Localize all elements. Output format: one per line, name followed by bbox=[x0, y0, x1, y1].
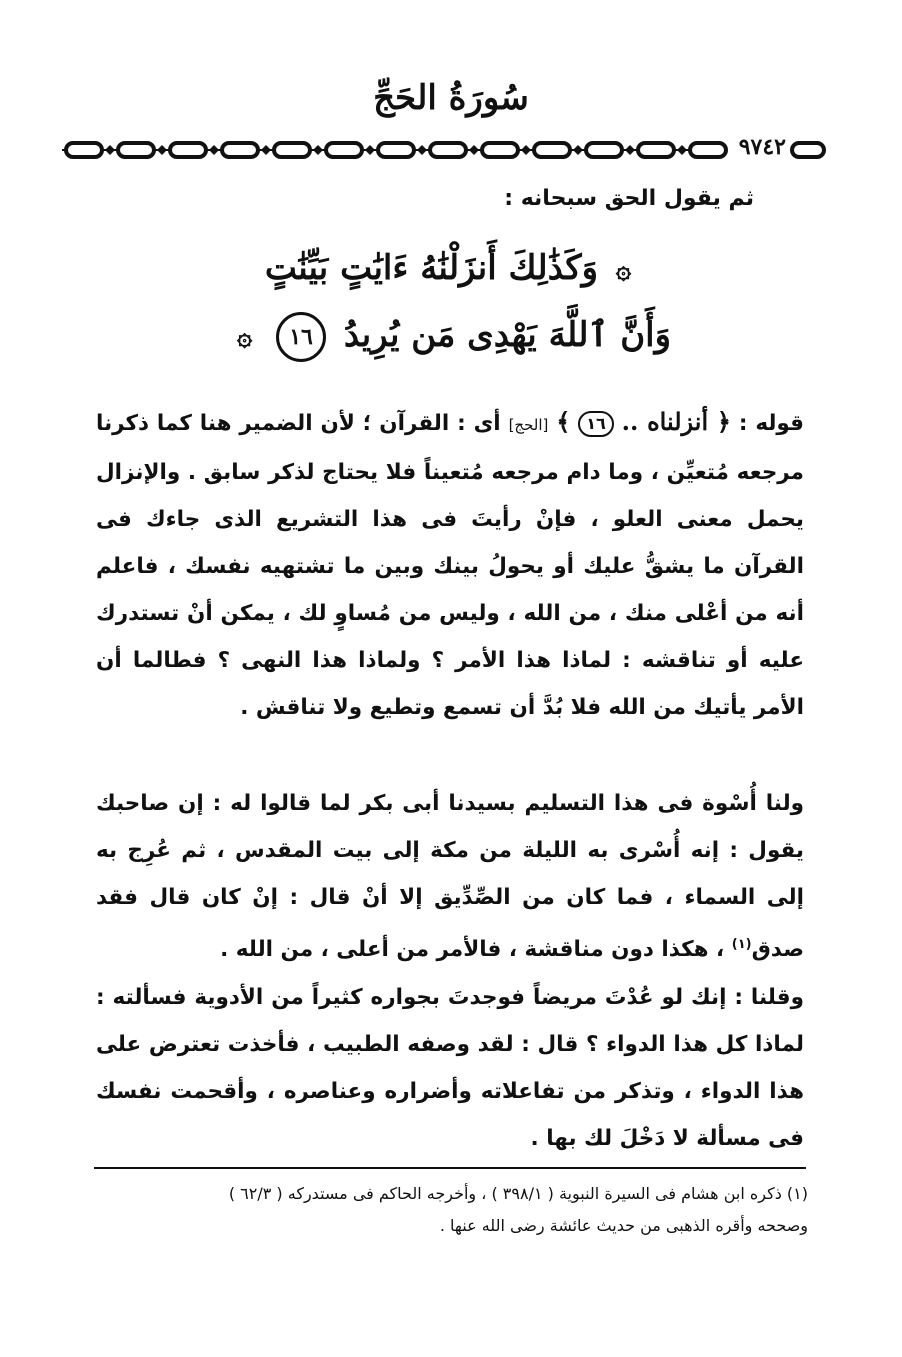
chain-diamond bbox=[573, 145, 583, 155]
chain-diamond bbox=[313, 145, 323, 155]
inline-quote-close: ﴾ bbox=[556, 407, 571, 436]
chain-diamond bbox=[417, 145, 427, 155]
chain-link bbox=[482, 143, 518, 157]
chain-diamond bbox=[625, 145, 635, 155]
chain-link bbox=[690, 143, 726, 157]
para2-text-end: ، هكذا دون مناقشة ، فالأمر من أعلى ، من الله . bbox=[220, 937, 725, 963]
chain-diamond bbox=[677, 145, 687, 155]
para3-text: وقلنا : إنك لو عُدْتَ مريضاً فوجدتَ بجواره كثيراً من الأدوية فسألته : لماذا كل هذا الدواء ؟ قال : لقد وصفه الطبيب ، فأخذت تعترض على هذا الدواء ، وتذكر من تفاعلاته وأضراره وعناصره ، وأقحمت نفسك فى مسألة لا دَخْلَ لك بها . bbox=[96, 985, 804, 1151]
ornamental-divider bbox=[62, 136, 828, 164]
verse-text-1: وَكَذَٰلِكَ أَنزَلْنَٰهُ ءَايَٰتٍ بَيِّنَٰتٍ bbox=[264, 248, 599, 288]
chain-link bbox=[118, 143, 154, 157]
chain-link bbox=[586, 143, 622, 157]
chain-diamond bbox=[469, 145, 479, 155]
chain-link bbox=[534, 143, 570, 157]
footnote-rule bbox=[94, 1167, 806, 1169]
chain-diamond bbox=[261, 145, 271, 155]
footnote-line-1: (١) ذكره ابن هشام فى السيرة النبوية ( ٣٩٨/١ ) ، وأخرجه الحاكم فى مستدركه ( ٦٢/٣ ) bbox=[228, 1184, 808, 1203]
chain-link bbox=[326, 143, 362, 157]
footnote bbox=[96, 1178, 808, 1242]
chain-diamond bbox=[209, 145, 219, 155]
verse-line-2 bbox=[0, 312, 902, 362]
inline-quote: ﴿ أنزلناه .. bbox=[621, 407, 731, 436]
chain-ornament bbox=[62, 136, 828, 164]
footnote-line-2: وصححه وأقره الذهبى من حديث عائشة رضى الله عنها . bbox=[439, 1216, 808, 1235]
chain-link bbox=[430, 143, 466, 157]
intro-line: ثم يقول الحق سبحانه : bbox=[504, 186, 754, 211]
chain-diamond bbox=[105, 145, 115, 155]
verse-text-2: وَأَنَّ ٱللَّهَ يَهْدِى مَن يُرِيدُ bbox=[343, 315, 672, 355]
para2-text: ولنا أُسْوة فى هذا التسليم بسيدنا أبى بكر لما قالوا له : إن صاحبك يقول : إنه أُسْرى به الليلة من مكة إلى بيت المقدس ، ثم عُرِج به إلى السماء ، فما كان من الصِّدِّيق إلا أنْ قال : إنْ كان قال فقد صدق bbox=[96, 791, 804, 963]
ornament-icon: ۞ bbox=[236, 322, 253, 352]
para1-lead: قوله : bbox=[738, 411, 804, 436]
surah-title: سُورَةُ الحَجِّ bbox=[373, 78, 529, 118]
ayah-number-badge: ١٦ bbox=[276, 312, 326, 362]
chain-link bbox=[274, 143, 310, 157]
chain-link bbox=[222, 143, 258, 157]
page-number: ٩٧٤٢ bbox=[735, 134, 790, 160]
chain-diamond bbox=[365, 145, 375, 155]
chain-link bbox=[792, 143, 824, 157]
chain-link bbox=[66, 143, 102, 157]
chain-diamond bbox=[521, 145, 531, 155]
paragraph-3 bbox=[96, 974, 804, 1162]
paragraph-1 bbox=[96, 398, 804, 731]
inline-ayah-number: ١٦ bbox=[578, 411, 614, 437]
verse-line-1 bbox=[0, 248, 902, 288]
chain-link bbox=[170, 143, 206, 157]
chain-diamond bbox=[157, 145, 167, 155]
chain-link bbox=[378, 143, 414, 157]
footnote-marker: (١) bbox=[731, 937, 752, 952]
para1-text: أى : القرآن ؛ لأن الضمير هنا كما ذكرنا مرجعه مُتعيِّن ، وما دام مرجعه مُتعيناً فلا يحتاج لذكر سابق . والإنزال يحمل معنى العلو ، فإنْ رأيتَ فى هذا التشريع الذى جاءك فى القرآن ما يشقُّ عليك أو يحولُ بينك وبين ما تشتهيه نفسك ، فاعلم أنه من أعْلى منك ، من الله ، وليس من مُساوٍ لك ، يمكن أنْ تستدرك عليه أو تناقشه : لماذا هذا الأمر ؟ ولماذا هذا النهى ؟ فطالما أن الأمر يأتيك من الله فلا بُدَّ أن تسمع وتطيع ولا تناقش . bbox=[96, 411, 804, 720]
chain-link bbox=[638, 143, 674, 157]
ornament-icon: ۞ bbox=[615, 255, 632, 285]
surah-reference: [الحج] bbox=[508, 416, 549, 434]
paragraph-2 bbox=[96, 780, 804, 973]
